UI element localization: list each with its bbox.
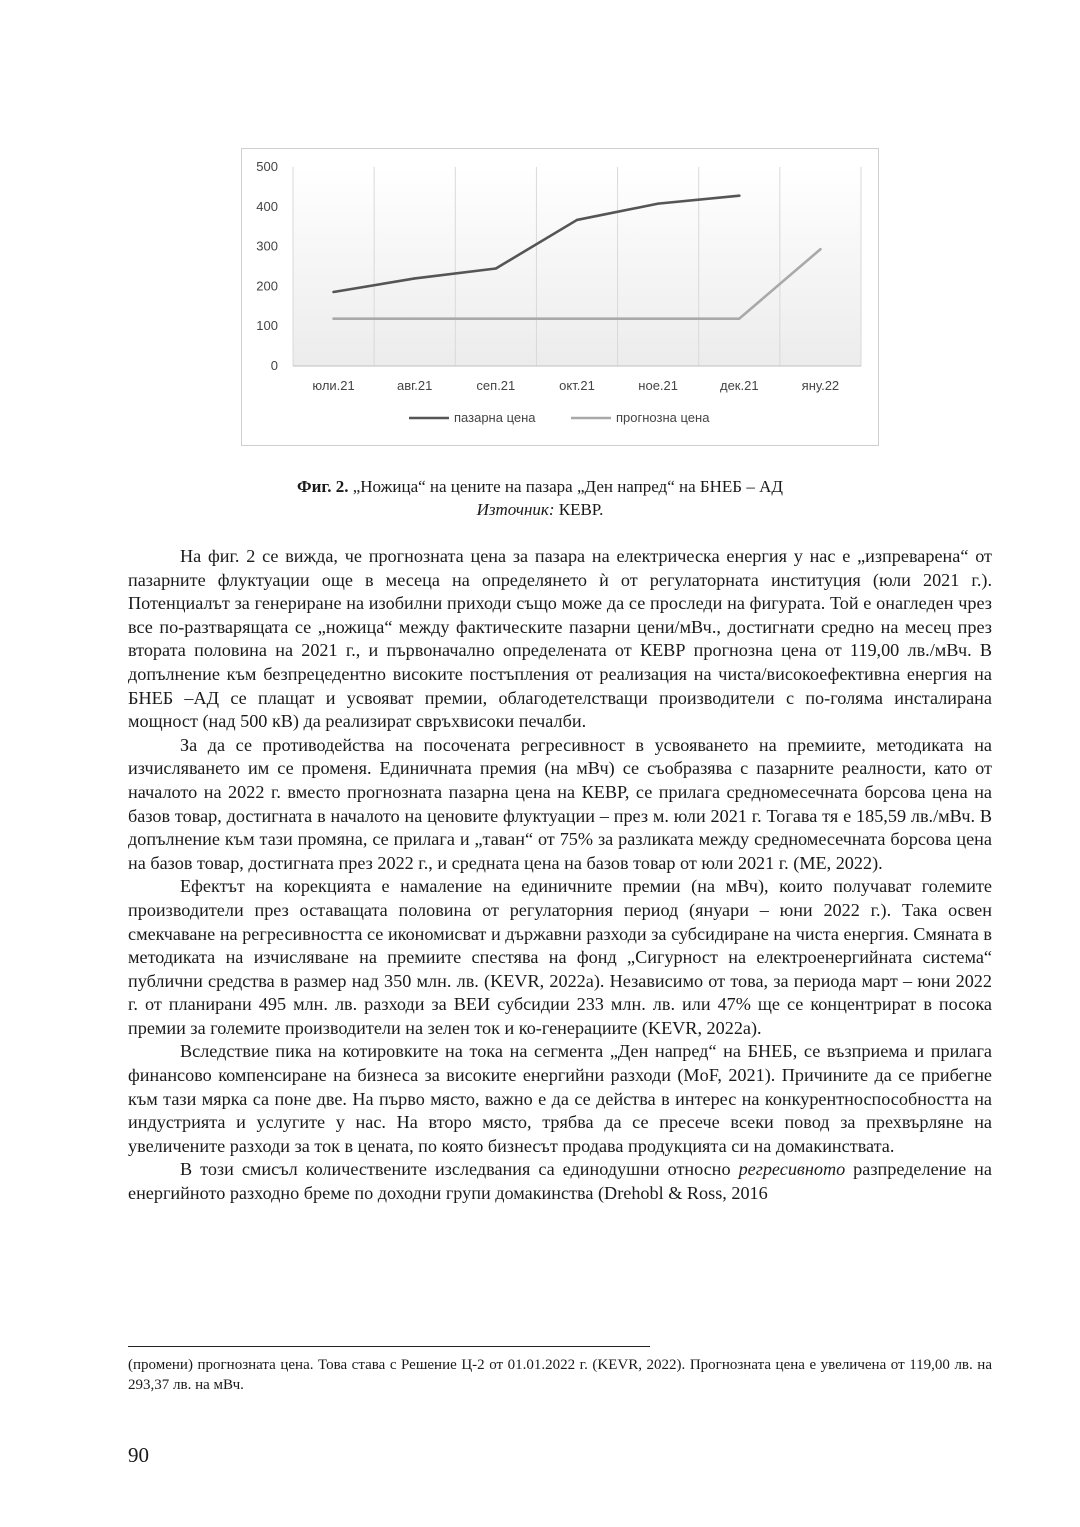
source-label: Източник:: [476, 500, 555, 519]
data-point: [495, 317, 497, 319]
legend-label: прогнозна цена: [616, 410, 710, 425]
data-point: [738, 317, 740, 319]
data-point: [332, 291, 334, 293]
paragraph: Вследствие пика на котировките на тока на сегмента „Ден напред“ на БНЕБ, се възприема и прилага финансово компенсиране на бизнеса за високите енергийни разходи (MoF, 2021). Причините да се прибегне към тази мярка са поне две. На първо място, важно е да се действа в интерес на конкурентноспособността на индустрията и услугите у нас. На второ място, трябва да се пресече всеки повод за прехвърляне на увеличените разходи за ток в цената, по която бизнесът продава продукцията си на домакинствата.: [128, 1041, 992, 1156]
data-point: [414, 317, 416, 319]
figure-label: Фиг. 2.: [297, 477, 349, 496]
data-point: [414, 277, 416, 279]
data-point: [657, 317, 659, 319]
y-tick-label: 300: [256, 238, 278, 254]
paragraph: Ефектът на корекцията е намаление на единичните премии (на мВч), които получават големите производители през оставащата половина от регулаторния период (януари – юни 2022 г.). Така освен смекчаване на регресивността се икономисват и държавни разходи за субсидиране на чиста енергия. Смяната в методиката на изчисляване на премиите спестява на фонд „Сигурност на електроенергийната система“ публични средства в размер над 350 млн. лв. (KEVR, 2022a). Независимо от това, за периода март – юни 2022 г. от планирани 495 млн. лв. разходи за ВЕИ субсидии 233 млн. лв. или 47% ще се концентрират в посока премии за големите производители на зелен ток и ко-генерациите (KEVR, 2022a).: [128, 876, 992, 1038]
y-tick-label: 100: [256, 318, 278, 334]
x-tick-label: ное.21: [638, 378, 679, 393]
emphasis-term: регресивното: [738, 1159, 846, 1180]
body-text: [128, 545, 992, 1206]
footnote: (промени) прогнозната цена. Това става с Решение Ц-2 от 01.01.2022 г. (KEVR, 2022). Прогнозната цена е увеличена от 119,00 лв. на 293,37 лв. на мВч.: [128, 1357, 992, 1393]
page-number: 90: [128, 1443, 149, 1467]
data-point: [657, 202, 659, 204]
chart-frame: [241, 148, 879, 446]
legend: [409, 410, 710, 425]
x-tick-label: сеп.21: [476, 378, 516, 393]
figure-title: „Ножица“ на цените на пазара „Ден напред“ на БНЕБ – АД: [348, 477, 783, 496]
paragraph: На фиг. 2 се вижда, че прогнозната цена за пазара на електрическа енергия у нас е „изпреварена“ от пазарните флуктуации още в месеца на определянето ѝ от регулаторната институция (юли 2021 г.). Потенциалът за генериране на изобилни приходи също може да се проследи на фигурата. Той е онагледен чрез все по-разтварящата се „ножица“ между фактическите пазарни цени/мВч., достигнати средно на месец през втората половина на 2021 г., и първоначално определената от КЕВР прогнозна цена от 119,00 лв./мВч. В допълнение към безпрецедентно високите постъпления от реализация на чиста/високоефективна енергия на БНЕБ –АД се плащат и усвояват премии, облагодетелстващи производители с по-голяма инсталирана мощност (над 500 кВ) да реализират свръхвисоки печалби.: [128, 546, 992, 732]
y-tick-label: 0: [270, 358, 278, 373]
data-point: [819, 248, 821, 250]
plot-area-background: [293, 167, 861, 366]
source-text: КЕВР.: [554, 500, 604, 519]
y-tick-label: 500: [256, 159, 278, 174]
last-paragraph-start: В този смисъл количествените изследвания са единодушни относно: [180, 1159, 739, 1180]
paragraph-last: [128, 1158, 992, 1205]
x-tick-label: юли.21: [312, 378, 355, 393]
data-point: [576, 219, 578, 221]
data-point: [576, 317, 578, 319]
data-point: [332, 317, 334, 319]
paragraph: За да се противодейства на посочената регресивност в усвояването на премиите, методиката на изчисляването им се променя. Единичната премия (на мВч) се съобразява с пазарните реалности, като от началото на 2022 г. вместо прогнозната пазарна цена на КЕВР, се прилага средномесечната борсова цена на базов товар, достигната в началото на ценовите флуктуации – през м. юли 2021 г. Тогава тя е 185,59 лв./мВч. В допълнение към тази промяна, се прилага и „таван“ от 75% за разликата между средномесечната борсова цена на базов товар, достигната през 2022 г., и средната цена на базов товар от юли 2021 г. (МЕ, 2022).: [128, 734, 992, 873]
x-tick-label: авг.21: [397, 378, 433, 393]
x-axis-ticks: [312, 378, 839, 393]
legend-label: пазарна цена: [454, 410, 536, 425]
y-tick-label: 200: [256, 278, 278, 294]
x-tick-label: окт.21: [559, 378, 595, 393]
footnote-divider: [128, 1346, 650, 1347]
y-axis-ticks: [256, 159, 278, 373]
data-point: [738, 194, 740, 196]
figure-caption: [0, 476, 1080, 498]
x-tick-label: дек.21: [719, 378, 759, 393]
figure-source: [0, 499, 1080, 521]
line-chart: [242, 149, 878, 445]
x-tick-label: яну.22: [801, 378, 840, 393]
data-point: [495, 267, 497, 269]
last-paragraph-end: разпределение на енергийното разходно бреме по доходни групи домакинства (Drehobl & Ross, 2016: [128, 1159, 992, 1204]
y-tick-label: 400: [256, 198, 278, 214]
